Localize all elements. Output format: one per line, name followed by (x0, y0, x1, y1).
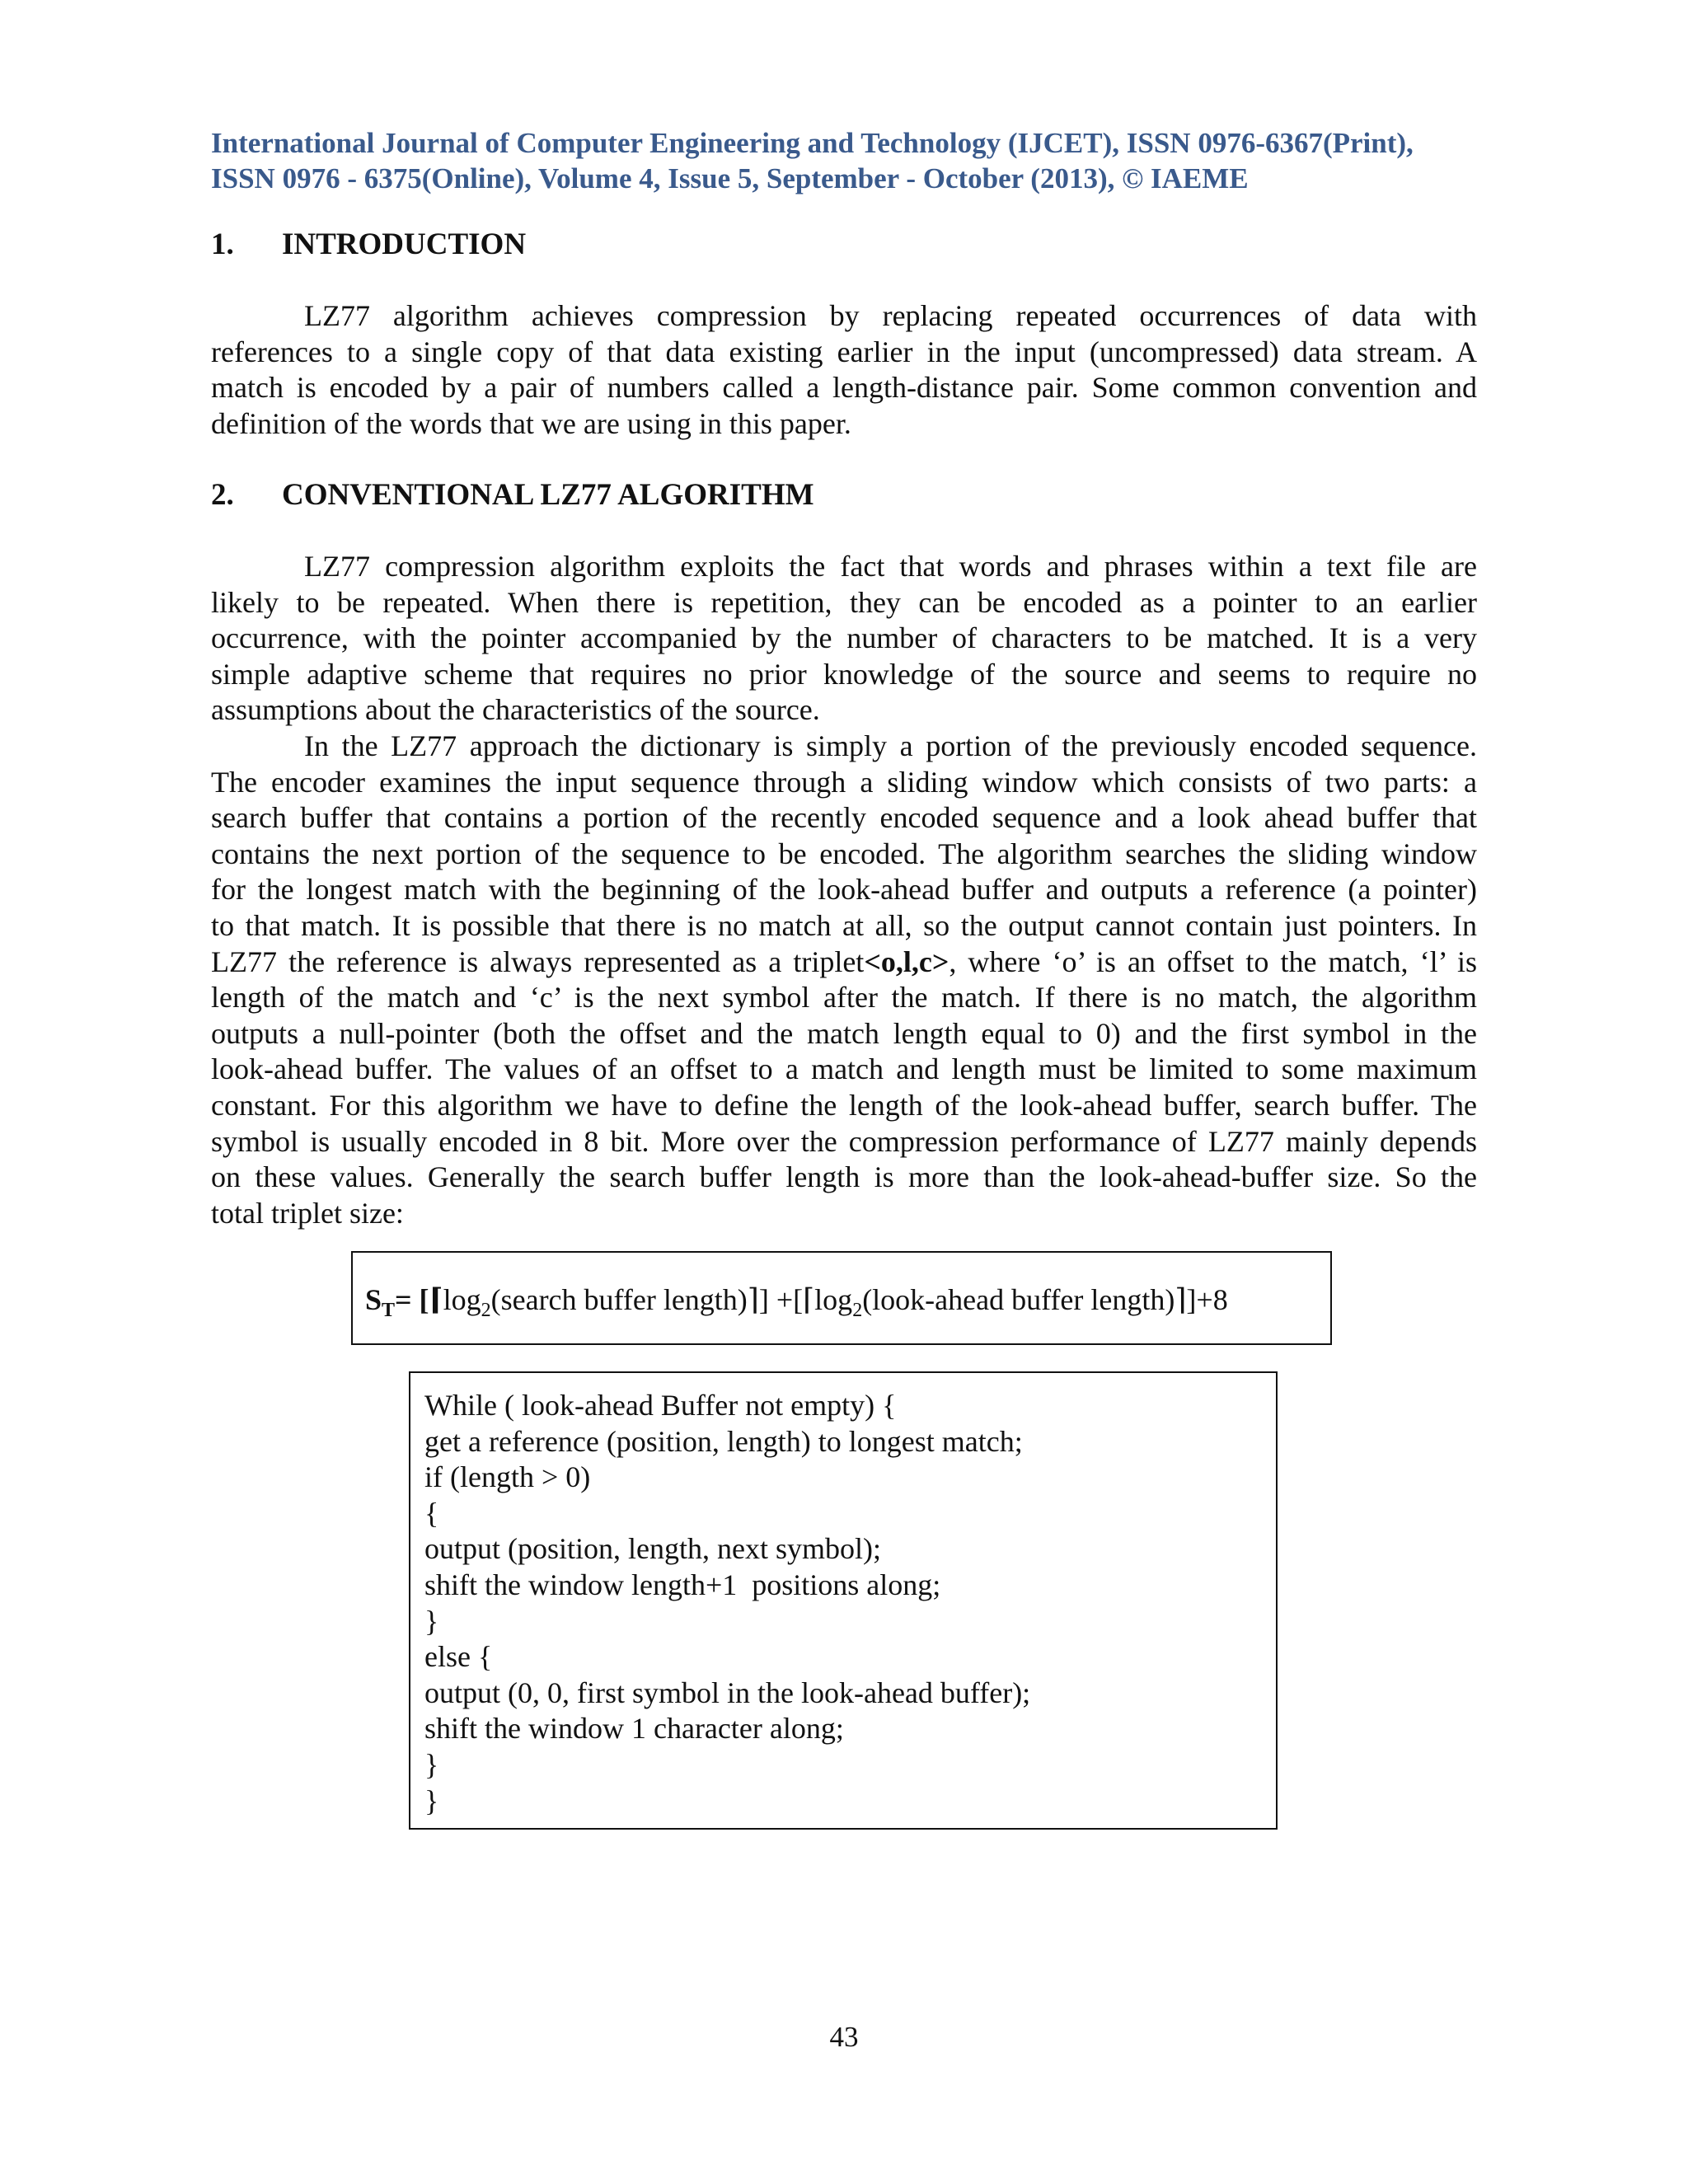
section-1-number: 1. (211, 227, 234, 261)
section-2-number: 2. (211, 478, 234, 512)
triplet-line-end: , where ‘o’ is an offset to the match, ‘l’ is (949, 944, 1478, 978)
paragraph-line: contains the next portion of the sequence to be encoded. The algorithm searches the sliding window (211, 837, 1477, 870)
pseudocode-line: } (424, 1604, 439, 1638)
paragraph-line: occurrence, with the pointer accompanied by the number of characters to be matched. It is a very (211, 621, 1477, 655)
paragraph-line: match is encoded by a pair of numbers called a length-distance pair. Some common convention and (211, 371, 1477, 405)
paragraph-line: likely to be repeated. When there is repetition, they can be encoded as a pointer to an earlier (211, 585, 1477, 619)
paragraph-line: constant. For this algorithm we have to define the length of the look-ahead buffer, search buffer. The (211, 1088, 1477, 1122)
paragraph-line: simple adaptive scheme that requires no prior knowledge of the source and seems to require no (211, 657, 1477, 691)
paragraph-line: assumptions about the characteristics of the source. (211, 693, 820, 727)
triplet-notation: <o,l,c> (864, 944, 950, 978)
paragraph-line: references to a single copy of that data existing earlier in the input (uncompressed) data stream. A (211, 335, 1477, 368)
journal-header-line-2: ISSN 0976 - 6375(Online), Volume 4, Issue 5, September - October (2013), © IAEME (211, 162, 1249, 194)
paragraph-line: search buffer that contains a portion of the recently encoded sequence and a look ahead buffer that (211, 801, 1477, 835)
paragraph-line: LZ77 compression algorithm exploits the fact that words and phrases within a text file are (304, 550, 1477, 583)
introduction-paragraph (211, 298, 1477, 442)
paragraph-line: symbol is usually encoded in 8 bit. More over the compression performance of LZ77 mainly depends (211, 1124, 1477, 1158)
pseudocode-line: } (424, 1783, 439, 1817)
formula-log-2: log (814, 1283, 853, 1316)
pseudocode-line: if (length > 0) (424, 1460, 591, 1494)
lz77-paragraph-1 (211, 549, 1477, 729)
pseudocode-line: { (424, 1496, 439, 1530)
paragraph-line: to that match. It is possible that there is no match at all, so the output cannot contain just pointers. In (211, 908, 1477, 942)
triplet-line-start: LZ77 the reference is always represented as a triplet (211, 944, 865, 978)
paragraph-line: look-ahead buffer. The values of an offset to a match and length must be limited to some maximum (211, 1052, 1477, 1086)
formula-lhs-subscript: T (382, 1300, 396, 1322)
formula-log-1: log (443, 1283, 481, 1316)
paragraph-line: In the LZ77 approach the dictionary is simply a portion of the previously encoded sequence. (304, 729, 1477, 762)
paragraph-line: LZ77 algorithm achieves compression by replacing repeated occurrences of data with (304, 299, 1477, 332)
pseudocode-line: else { (424, 1640, 493, 1674)
journal-header (211, 125, 1480, 196)
journal-header-line-1: International Journal of Computer Engineering and Technology (IJCET), ISSN 0976-6367(Print), (211, 127, 1414, 159)
paragraph-line: for the longest match with the beginning of the look-ahead buffer and outputs a reference (a pointer) (211, 873, 1477, 907)
pseudocode-line: output (position, length, next symbol); (424, 1532, 881, 1566)
pseudocode-line: } (424, 1747, 439, 1781)
pseudocode-line: shift the window length+1 positions along; (424, 1568, 941, 1601)
section-1-heading (211, 227, 526, 263)
pseudocode-lines (424, 1388, 1030, 1819)
formula-lhs-symbol: S (365, 1283, 382, 1316)
paragraph-line: total triplet size: (211, 1196, 404, 1230)
formula-lhs (365, 1283, 443, 1322)
paragraph-line: The encoder examines the input sequence through a sliding window which consists of two parts: a (211, 765, 1477, 799)
pseudocode-line: get a reference (position, length) to longest match; (424, 1424, 1023, 1458)
triplet-size-formula (365, 1282, 1228, 1322)
formula-equals: = [⌈ (395, 1283, 443, 1316)
pseudocode-line: shift the window 1 character along; (424, 1712, 844, 1746)
section-2-heading (211, 477, 814, 513)
paragraph-line: outputs a null-pointer (both the offset and the match length equal to 0) and the first symbol in the (211, 1016, 1477, 1050)
paragraph-line-triplet (211, 944, 1477, 981)
paragraph-line: definition of the words that we are using in this paper. (211, 406, 851, 440)
section-2-title: CONVENTIONAL LZ77 ALGORITHM (282, 478, 814, 512)
triplet-size-formula-box (351, 1251, 1332, 1345)
formula-arg-1: (search buffer length)⌉] +[⌈ (490, 1283, 815, 1316)
lz77-pseudocode-box (409, 1371, 1278, 1830)
pseudocode-line: While ( look-ahead Buffer not empty) { (424, 1389, 897, 1422)
pseudocode-line: output (0, 0, first symbol in the look-ahead buffer); (424, 1675, 1031, 1709)
page-number: 43 (829, 2021, 859, 2053)
formula-arg-2: (look-ahead buffer length)⌉]+8 (862, 1283, 1228, 1316)
paragraph-line: on these values. Generally the search buffer length is more than the look-ahead-buffer size. So the (211, 1160, 1477, 1194)
lz77-paragraph-2 (211, 729, 1477, 1231)
paragraph-line: length of the match and ‘c’ is the next symbol after the match. If there is no match, the algorithm (211, 981, 1477, 1015)
formula-log-2-base: 2 (852, 1300, 863, 1322)
formula-log-1-base: 2 (481, 1300, 491, 1322)
section-1-title: INTRODUCTION (282, 227, 527, 261)
